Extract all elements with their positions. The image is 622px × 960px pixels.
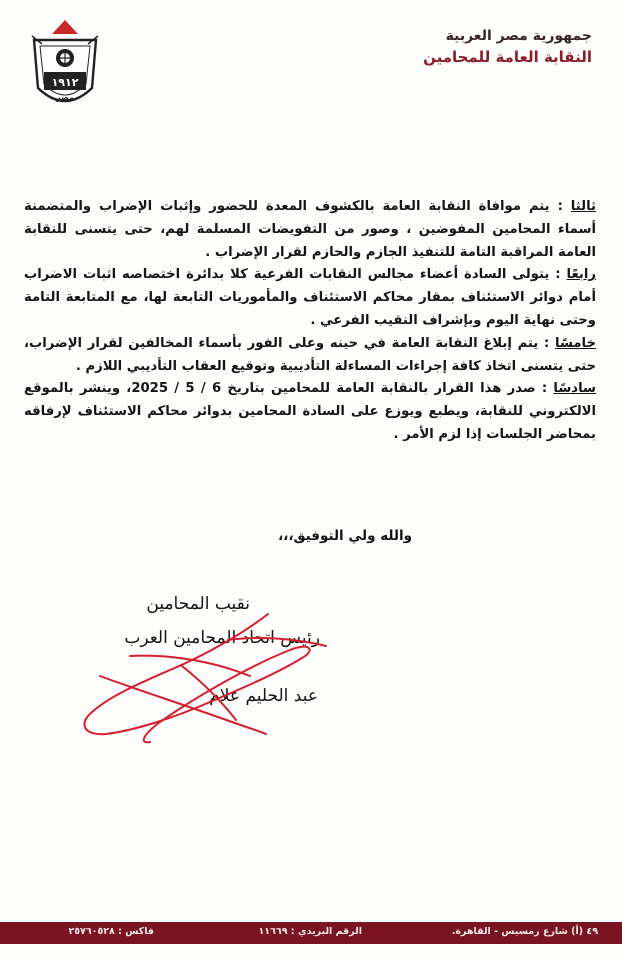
- syndicate-name: النقابة العامة للمحامين: [423, 48, 592, 66]
- footer-bar: [0, 922, 622, 944]
- emblem-year: ١٩١٢: [51, 76, 79, 89]
- handwritten-signature-icon: [40, 584, 360, 754]
- signatory-name: عبد الحليم علام: [209, 686, 318, 706]
- decision-body: [24, 196, 596, 447]
- paragraph-third: [24, 196, 596, 264]
- paragraph-sixth: [24, 378, 596, 446]
- paragraph-label: ثالثا: [570, 199, 596, 214]
- paragraph-label: خامسًا: [555, 335, 597, 351]
- paragraph-text: : يتولى السادة أعضاء مجالس النقابات الفرعية كلا بدائرة اختصاصه اثبات الاضراب أمام دوائر الاستئناف بمقار محاكم الاستئناف والمأموريات التابعة لها، مع المتابعة التامة وحتى نهاية اليوم وبإشراف النقيب الفرعي .: [24, 267, 596, 328]
- signatory-second-title: رئيس اتحاد المحامين العرب: [124, 628, 320, 648]
- closing-phrase: والله ولي التوفيق،،،: [278, 528, 412, 544]
- footer-po-box: الرقم البريدي : ١١٦٦٩: [258, 926, 362, 937]
- paragraph-text: : يتم موافاة النقابة العامة بالكشوف المعدة للحضور وإثبات الإضراب والمتضمنة أسماء المحامين المفوضين ، وصور من التفويضات المسلمة لهم، حتى يتسنى للنقابة العامة المراقبة التامة للتنفيذ الجازم والحازم لقرار الإضراب .: [24, 199, 596, 260]
- letterhead: [423, 26, 592, 68]
- footer-fax: فاكس : ٢٥٧٦٠٥٢٨: [68, 926, 154, 937]
- paragraph-fourth: [24, 264, 596, 332]
- emblem-place: مصر: [56, 93, 74, 102]
- paragraph-label: رابعًا: [566, 267, 596, 283]
- country-name: جمهورية مصر العربية: [445, 28, 592, 44]
- paragraph-text: : صدر هذا القرار بالنقابة العامة للمحامين بتاريخ 6 / 5 / 2025، وينشر بالموقع الالكتروني للنقابة، ويطبع ويوزع على السادة المحامين بدوائر محاكم الاستئناف لإرفاقه بمحاضر الجلسات إذا لزم الأمر .: [24, 381, 596, 442]
- paragraph-fifth: [24, 333, 596, 379]
- paragraph-label: سادسًا: [553, 381, 596, 397]
- footer-address: ٤٩ (أ) شارع رمسيس - القاهرة.: [451, 926, 598, 937]
- signature-block: [40, 584, 360, 754]
- syndicate-emblem-icon: [26, 16, 104, 118]
- signatory-title: نقيب المحامين: [146, 594, 250, 614]
- paragraph-text: : يتم إبلاغ النقابة العامة في حينه وعلى الفور بأسماء المخالفين لقرار الإضراب، حتى يتسنى اتخاذ كافة إجراءات المساءلة التأديبية وتوقيع العقاب التأديبي اللازم .: [24, 335, 596, 374]
